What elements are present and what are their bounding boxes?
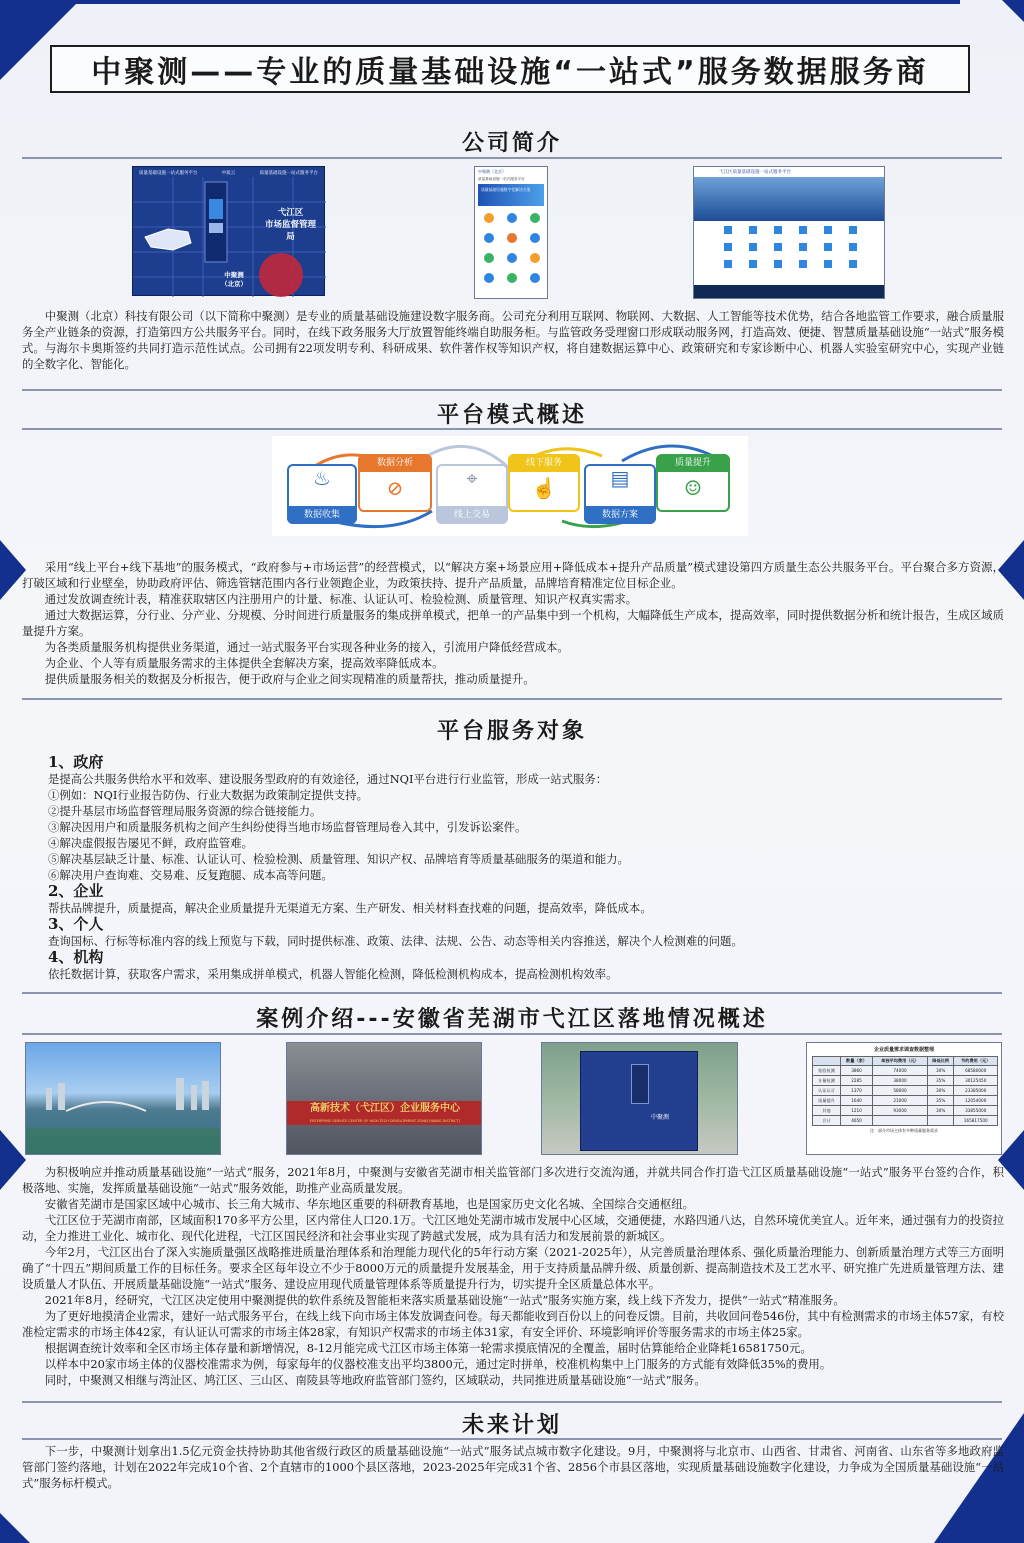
table-row [813, 1116, 998, 1126]
case-para: 弋江区位于芜湖市南部，区域面积170多平方公里，区内常住人口20.1万。弋江区地处芜湖市城市发展中心区域，交通便捷，水路四通八达，自然环境优美宜人。近年来，通过强有力的投资拉动，全力推进工业化、城市化、现代化进程，弋江区国民经济和社会事业实现了跨越式发展，成为具有活力和发展前景的新城区。 [22, 1213, 1004, 1243]
kiosk-sign-line2: 市场监督管理局 [264, 220, 316, 242]
flow-label: 数据收集 [287, 506, 357, 524]
table-cell: 23385000 [954, 1086, 998, 1096]
flow-node-plan [584, 464, 656, 524]
table-cell: 68580000 [954, 1066, 998, 1076]
table-cell: 58000 [873, 1086, 928, 1096]
city-skyline [26, 1043, 221, 1155]
section-title-targets: 平台服务对象 [436, 719, 587, 744]
table-note: 注：部分市场主体有多种质量服务需求 [870, 1128, 938, 1133]
table-cell: 3860 [840, 1066, 872, 1076]
table-cell: 其他 [813, 1106, 841, 1116]
service-center-sign-en: ENTERPRISE SERVICE CENTER OF HIGH-TECH DEVELOPMENT ZONE(YIJIANG DISTRICT) [309, 1119, 461, 1123]
target-gov-item: ⑤解决基层缺乏计量、标准、认证认可、检验检测、质量管理、知识产权、品牌培育等质量基础服务的渠道和能力。 [48, 852, 629, 866]
table-cell: 30% [927, 1066, 954, 1076]
kiosk-cabinet [580, 1051, 698, 1151]
section-divider [22, 992, 1002, 994]
section-divider [22, 157, 1002, 159]
kiosk-photo-brand: 中聚测 [651, 1114, 670, 1121]
section-divider [22, 389, 1002, 391]
case-para: 为了更好地摸清企业需求，建好一站式服务平台，在线上线下向市场主体发放调查问卷。每天都能收到百份以上的问卷反馈。目前，共收回问卷546份，其中有检测需求的市场主体57家，有校准检定需求的市场主体42家，有认证认可需求的市场主体28家，有知识产权需求的市场主体31家，有安全评价、环境影响评价等服务需求的市场主体25家。 [22, 1309, 1004, 1339]
case-para: 同时，中聚测又相继与湾沚区、鸠江区、三山区、南陵县等地政府监管部门签约，区域联动，共同推进质量基础设施“一站式”服务。 [44, 1373, 706, 1387]
kiosk-brand: 中聚测 [224, 271, 244, 279]
table-cell: 1640 [840, 1096, 872, 1106]
target-org-title: 4、机构 [48, 948, 104, 966]
table-cell: 认证认可 [813, 1086, 841, 1096]
model-para: 采用“线上平台+线下基地”的服务模式，“政府参与+市场运营”的经营模式，以“解决方案+场景应用+降低成本+提升产品质量”模式建设第四方质量生态公共服务平台。平台聚合多方资源，打破区域和行业壁垒，协助政府评估、筛选管辖范围内各行业领跑企业，为政策扶持、提升产品质量，品牌培育精准定位目标企业。 [22, 560, 1004, 590]
flow-node-analyze [358, 454, 432, 512]
future-paragraph [22, 1443, 1004, 1491]
table-row [813, 1086, 998, 1096]
table-cell: 合计 [813, 1116, 841, 1126]
table-cell: 12054000 [954, 1096, 998, 1106]
flow-diagram [272, 436, 748, 536]
web-header: 弋江区质量基础设施一站式服务平台 [694, 167, 884, 177]
table-header-cell [813, 1057, 841, 1066]
table-cell: 计量检测 [813, 1076, 841, 1086]
flow-label: 质量提升 [656, 454, 730, 472]
target-gov-item: ③解决因用户和质量服务机构之间产生纠纷使得当地市场监督管理局卷入其中，引发诉讼案件。 [48, 820, 527, 834]
thumbs-up-icon: ☝ [531, 476, 557, 500]
corner-decoration-top-right [1002, 0, 1024, 22]
person-icon: ☺ [684, 476, 702, 500]
target-ent-text: 帮扶品牌提升，质量提高，解决企业质量提升无渠道无方案、生产研发、相关材料查找难的问题，提高效率，降低成本。 [48, 901, 652, 915]
model-para: 为企业、个人等有质量服务需求的主体提供全套解决方案，提高效率降低成本。 [44, 656, 444, 670]
target-gov-lead: 是提高公共服务供给水平和效率、建设服务型政府的有效途径，通过NQI平台进行行业监管，形成一站式服务： [48, 772, 608, 786]
case-para: 今年2月，弋江区出台了深入实施质量强区战略推进质量治理体系和治理能力现代化的5年行动方案（2021-2025年），从完善质量治理体系、强化质量治理能力、创新质量治理方式等三方面明确了“十四五”期间质量工作的目标任务。要求全区每年设立不少于8000万元的质量提升发展基金，用于支持质量品牌升级、质量创新、提高制造技术及工艺水平、研究推广先进质量管理方法、建设质量人才队伍、开展质量基础设施“一站式”服务、建设应用现代质量管理体系等质量提升行为，切实提升全区质量总体水平。 [22, 1245, 1004, 1291]
table-cell: 1210 [840, 1106, 872, 1116]
web-banner [694, 177, 884, 221]
flow-node-collect [287, 464, 357, 524]
case-para: 2021年8月，经研究，弋江区决定使用中聚测提供的软件系统及智能柜来落实质量基础设施“一站式”服务实施方案，线上线下齐发力，提供“一站式”精准服务。 [44, 1293, 845, 1307]
case-para: 安徽省芜湖市是国家区域中心城市、长三角大城市、华东地区重要的科研教育基地，也是国家历史文化名城、全国综合交通枢纽。 [44, 1197, 695, 1211]
flow-node-trade [436, 464, 508, 524]
phone-logo: 中聚测（北京） [478, 169, 506, 174]
target-person-title: 3、个人 [48, 915, 104, 933]
target-gov-title: 1、政府 [48, 753, 104, 771]
table-row [813, 1066, 998, 1076]
table-header-cell: 单独平均费用（元） [873, 1057, 928, 1066]
kiosk-header-left: 质量基础设施一站式服务平台 [139, 171, 198, 176]
section-divider [22, 1401, 1002, 1403]
web-icon-grid [694, 221, 885, 281]
table-row [813, 1106, 998, 1116]
table-row [813, 1076, 998, 1086]
table-header-cell: 降低比例 [927, 1057, 954, 1066]
case-paragraphs [22, 1164, 1004, 1388]
model-para: 提供质量服务相关的数据及分析报告，便于政府与企业之间实现精准的质量帮扶，推动质量提升。 [44, 672, 535, 686]
web-footer [694, 285, 884, 299]
phone-banner: 质量基础设施数字化解决方案 [478, 184, 544, 206]
kiosk-image [132, 166, 325, 296]
intro-text: 中聚测（北京）科技有限公司（以下简称中聚测）是专业的质量基础设施建设数字服务商。公司充分利用互联网、物联网、大数据、人工智能等技术优势，结合各地监管工作要求，融合质量服务全产业链条的资源，打造第四方公共服务平台。同时，在线下政务服务大厅放置智能终端自助服务柜。与监管政务受理窗口形成联动服务网，打造高效、便捷、智慧质量基础设施“一站式”服务模式。与海尔卡奥斯签约共同打造示范性试点。公司拥有22项发明专利、科研成果、软件著作权等知识产权，将自建数据运算中心、政策研究和专家诊断中心、机器人实验室研究中心，实现产业链的全数字化、智能化。 [22, 309, 1004, 371]
table-cell: 1370 [840, 1086, 872, 1096]
table-title: 企业质量需求调查数据整理 [873, 1047, 934, 1053]
table-cell: 35% [927, 1076, 954, 1086]
city-photo [25, 1042, 221, 1155]
table-cell [927, 1116, 954, 1126]
kiosk-region: 弋江区 [140, 224, 156, 230]
model-para: 通过发放调查统计表，精准获取辖区内注册用户的计量、标准、认证认可、检验检测、质量管理、知识产权真实需求。 [44, 592, 638, 606]
section-divider [22, 1033, 1002, 1035]
flow-label: 数据方案 [584, 506, 656, 524]
table-header-cell: 数量（家） [840, 1057, 872, 1066]
target-gov-item: ②提升基层市场监督管理局服务资源的综合链接能力。 [48, 804, 322, 818]
section-title-future: 未来计划 [461, 1413, 562, 1438]
target-gov-item: ④解决虚假报告屡见不鲜，政府监管难。 [48, 836, 254, 850]
case-para: 根据调查统计效率和全区市场主体存量和新增情况，8-12月能完成弋江区市场主体第一轮需求摸底情况的全覆盖，届时估算能给企业降耗16581750元。 [44, 1341, 812, 1355]
table-cell: 检验检测 [813, 1066, 841, 1076]
demand-table [812, 1056, 998, 1126]
flow-node-offline [508, 454, 580, 512]
web-portal-image [693, 166, 885, 299]
section-title-case: 案例介绍---安徽省芜湖市弋江区落地情况概述 [256, 1007, 768, 1032]
table-cell: 30% [927, 1106, 954, 1116]
section-title-model: 平台模式概述 [436, 403, 587, 428]
service-center-sign: 高新技术（弋江区）企业服务中心 [287, 1101, 482, 1125]
table-cell: 165817500 [954, 1116, 998, 1126]
target-gov-item: ①例如：NQI行业报告防伪、行业大数据为政策制定提供支持。 [48, 788, 368, 802]
location-icon: ⌖ [466, 466, 478, 490]
kiosk-photo [541, 1042, 738, 1155]
document-icon: ▤ [610, 466, 630, 490]
table-cell: 2285 [840, 1076, 872, 1086]
table-header-cell: 节约费用（元） [954, 1057, 998, 1066]
table-cell: 30125450 [954, 1076, 998, 1086]
fire-icon: ♨ [313, 466, 331, 490]
flow-label: 线下服务 [508, 454, 580, 472]
table-cell: 30% [927, 1086, 954, 1096]
table-cell: 4650 [840, 1116, 872, 1126]
table-cell: 质量提升 [813, 1096, 841, 1106]
section-divider [22, 698, 1002, 700]
table-cell: 35% [927, 1096, 954, 1106]
future-text: 下一步，中聚测计划拿出1.5亿元资金扶持协助其他省级行政区的质量基础设施“一站式”服务试点城市数字化建设。9月，中聚测将与北京市、山西省、甘肃省、河南省、山东省等多地政府监管部门签约落地，计划在2022年完成10个省、2个直辖市的1000个县区落地，2023-2025年完成31个省、2856个市县区落地，实现质量基础设施数字化建设，力争成为全国质量基础设施“一站式”服务标杆模式。 [22, 1444, 1004, 1490]
model-paragraphs [22, 559, 1004, 687]
table-cell [873, 1116, 928, 1126]
corner-decoration-bottom-left [0, 1513, 30, 1543]
phone-app-grid [475, 208, 548, 298]
demand-table-image [806, 1042, 1002, 1155]
targets-content [48, 754, 1004, 982]
table-header-row [813, 1057, 998, 1066]
table-cell: 74000 [873, 1066, 928, 1076]
table-cell: 33855000 [954, 1106, 998, 1116]
section-title-intro: 公司简介 [461, 131, 562, 156]
kiosk-header-right: 质量基础设施一站式服务平台 [259, 171, 318, 176]
kiosk-brand-sub: （北京） [221, 280, 247, 288]
table-cell: 93000 [873, 1106, 928, 1116]
case-para: 以样本中20家市场主体的仪器校准需求为例，每家每年的仪器校准支出平均3800元，通过定时拼单，校准机构集中上门服务的方式能有效降低35%的费用。 [44, 1357, 832, 1371]
main-title: 中聚测——专业的质量基础设施“一站式”服务数据服务商 [91, 55, 929, 90]
flow-label: 数据分析 [358, 454, 432, 472]
section-divider [22, 1438, 1002, 1440]
section-divider [22, 428, 1002, 430]
phone-app-image [474, 166, 548, 299]
service-center-photo [286, 1042, 482, 1155]
model-para: 通过大数据运算，分行业、分产业、分规模、分时间进行质量服务的集成拼单模式，把单一的产品集中到一个机构，大幅降低生产成本，提高效率，同时提供数据分析和统计报告，生成区域质量提升方案。 [22, 608, 1004, 638]
main-title-box [50, 45, 970, 93]
target-org-text: 依托数据计算，获取客户需求，采用集成拼单模式，机器人智能化检测，降低检测机构成本，提高检测机构效率。 [48, 967, 618, 981]
satellite-icon: ⊘ [386, 476, 404, 500]
target-person-text: 查询国标、行标等标准内容的线上预览与下载，同时提供标准、政策、法律、法规、公告、动态等相关内容推送，解决个人检测难的问题。 [48, 934, 743, 948]
top-border [60, 0, 960, 4]
kiosk-sign-line1: 弋江区 [277, 208, 304, 218]
intro-paragraph [22, 308, 1004, 372]
table-cell: 21000 [873, 1096, 928, 1106]
table-cell: 38000 [873, 1076, 928, 1086]
target-gov-item: ⑥解决用户查询难、交易难、反复跑腿、成本高等问题。 [48, 868, 333, 882]
kiosk-header-mid: 中质云 [221, 171, 236, 176]
phone-header: 质量基础设施一站式服务平台 [478, 177, 525, 181]
flow-label: 线上交易 [436, 506, 508, 524]
flow-node-improve [656, 454, 730, 512]
model-para: 为各类质量服务机构提供业务渠道，通过一站式服务平台实现各种业务的接入，引流用户降低经营成本。 [44, 640, 569, 654]
case-para: 为积极响应并推动质量基础设施“一站式”服务，2021年8月，中聚测与安徽省芜湖市相关监管部门多次进行交流沟通，并就共同合作打造弋江区质量基础设施“一站式”服务平台签约合作，积极落地、实施，发挥质量基础设施“一站式”服务效能，助推产业高质量发展。 [22, 1165, 1004, 1195]
table-row [813, 1096, 998, 1106]
target-ent-title: 2、企业 [48, 882, 104, 900]
